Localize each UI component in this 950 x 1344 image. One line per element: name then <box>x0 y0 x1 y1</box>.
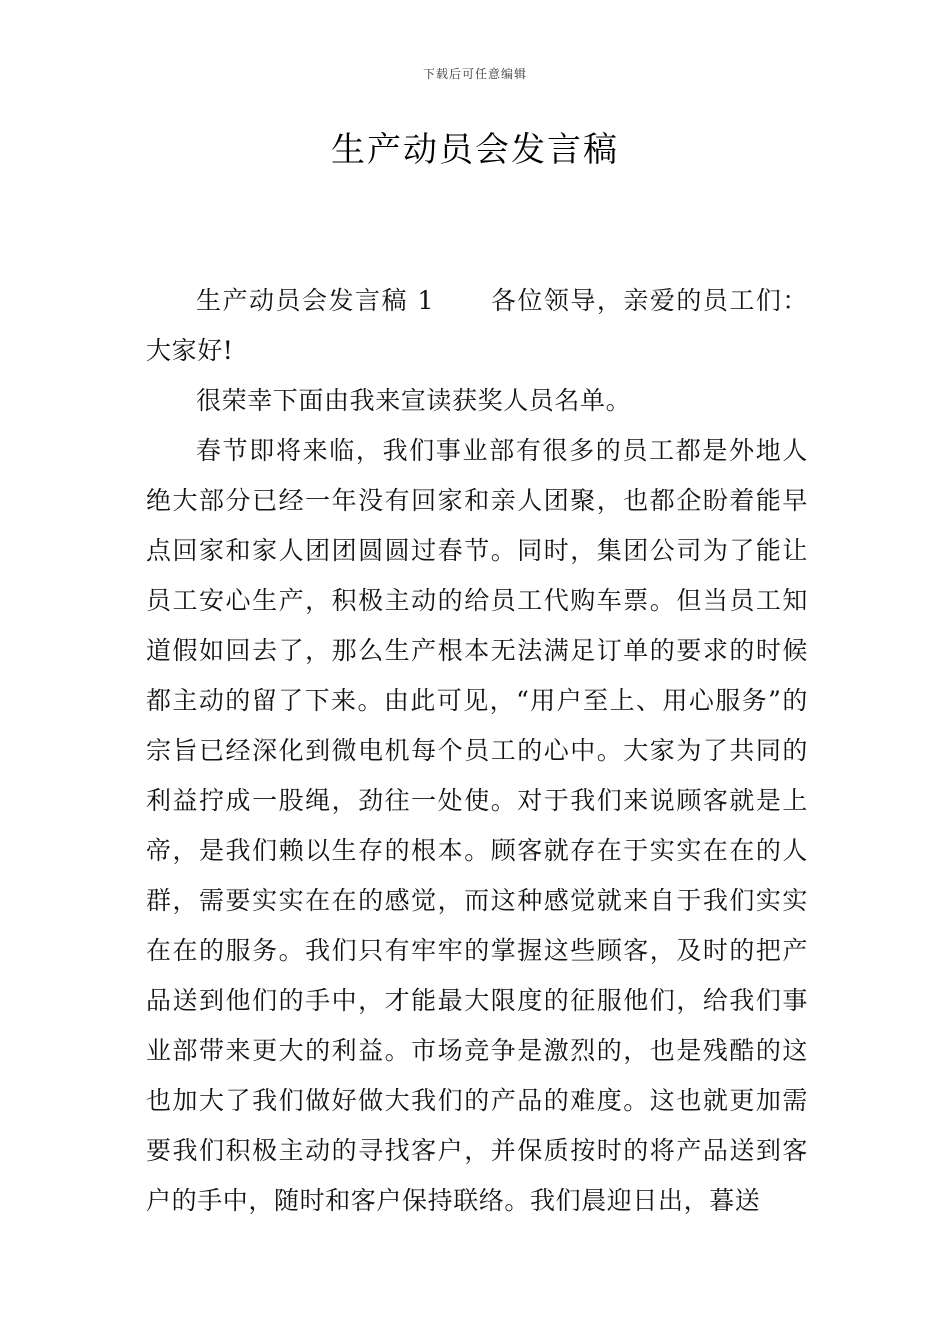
paragraph-1-lead: 生产动员会发言稿 1 <box>196 286 434 315</box>
paragraph-2: 很荣幸下面由我来宣读获奖人员名单。 <box>196 386 632 415</box>
paragraph-3: 春节即将来临，我们事业部有很多的员工都是外地人绝大部分已经一年没有回家和亲人团聚，也都企盼着能早点回家和家人团团圆圆过春节。同时，集团公司为了能让员工安心生产，积极主动的给员工代购车票。但当员工知道假如回去了，那么生产根本无法满足订单的要求的时候都主动的留了下来。由此可见，“用户至上、用心服务”的宗旨已经深化到微电机每个员工的心中。大家为了共同的利益拧成一股绳，劲往一处使。对于我们来说顾客就是上帝，是我们赖以生存的根本。顾客就存在于实实在在的人群，需要实实在在的感觉，而这种感觉就来自于我们实实在在的服务。我们只有牢牢的掌握这些顾客，及时的把产品送到他们的手中，才能最大限度的征服他们，给我们事业部带来更大的利益。市场竞争是激烈的，也是残酷的这也加大了我们做好做大我们的产品的难度。这也就更加需要我们积极主动的寻找客户，并保质按时的将产品送到客户的手中，随时和客户保持联络。我们晨迎日出，暮送 <box>146 436 808 1215</box>
paragraph-1 <box>146 276 808 376</box>
document-title: 生产动员会发言稿 <box>331 130 619 170</box>
paragraph-1-text: 各位领导，亲爱的员工们：大家好! <box>146 286 809 365</box>
document-body <box>146 276 808 1226</box>
header-note: 下载后可任意编辑 <box>422 67 527 81</box>
